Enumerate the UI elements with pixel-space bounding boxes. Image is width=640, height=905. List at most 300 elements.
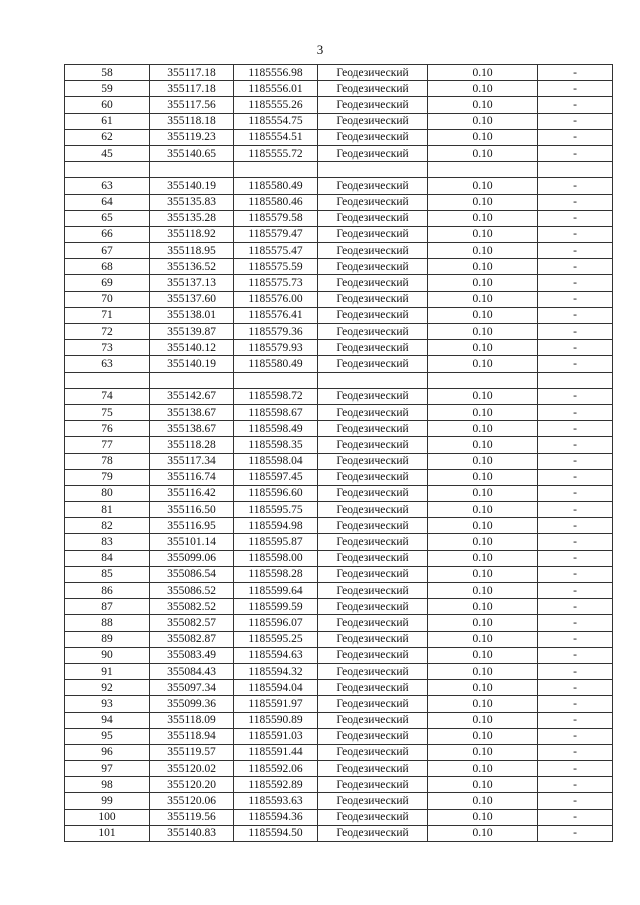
x-coordinate-cell: 355120.06 — [150, 793, 234, 809]
table-row — [65, 210, 613, 226]
x-coordinate-cell: 355140.19 — [150, 178, 234, 194]
method-cell: Геодезический — [318, 631, 428, 647]
accuracy-cell: 0.10 — [428, 550, 538, 566]
point-number-cell: 79 — [65, 469, 150, 485]
y-coordinate-cell: 1185596.07 — [234, 615, 318, 631]
method-cell: Геодезический — [318, 696, 428, 712]
accuracy-cell: 0.10 — [428, 518, 538, 534]
y-coordinate-cell: 1185580.49 — [234, 356, 318, 372]
x-coordinate-cell: 355136.52 — [150, 259, 234, 275]
note-cell: - — [538, 485, 613, 501]
point-number-cell: 62 — [65, 129, 150, 145]
y-coordinate-cell: 1185591.03 — [234, 728, 318, 744]
accuracy-cell: 0.10 — [428, 777, 538, 793]
point-number-cell: 58 — [65, 65, 150, 81]
method-cell: Геодезический — [318, 518, 428, 534]
point-number-cell: 85 — [65, 566, 150, 582]
table-row — [65, 259, 613, 275]
accuracy-cell: 0.10 — [428, 744, 538, 760]
y-coordinate-cell: 1185594.32 — [234, 663, 318, 679]
table-row — [65, 81, 613, 97]
note-cell: - — [538, 744, 613, 760]
table-row — [65, 534, 613, 550]
point-number-cell: 101 — [65, 825, 150, 841]
method-cell: Геодезический — [318, 502, 428, 518]
table-row — [65, 825, 613, 841]
note-cell — [538, 372, 613, 388]
table-row — [65, 226, 613, 242]
x-coordinate-cell: 355101.14 — [150, 534, 234, 550]
accuracy-cell: 0.10 — [428, 469, 538, 485]
point-number-cell: 83 — [65, 534, 150, 550]
coordinates-table-body — [65, 65, 613, 842]
note-cell: - — [538, 469, 613, 485]
x-coordinate-cell: 355137.60 — [150, 291, 234, 307]
method-cell: Геодезический — [318, 194, 428, 210]
method-cell: Геодезический — [318, 210, 428, 226]
y-coordinate-cell: 1185592.89 — [234, 777, 318, 793]
x-coordinate-cell: 355118.18 — [150, 113, 234, 129]
table-row — [65, 712, 613, 728]
table-row — [65, 340, 613, 356]
y-coordinate-cell: 1185576.41 — [234, 307, 318, 323]
note-cell: - — [538, 502, 613, 518]
y-coordinate-cell: 1185593.63 — [234, 793, 318, 809]
note-cell: - — [538, 129, 613, 145]
x-coordinate-cell: 355082.87 — [150, 631, 234, 647]
x-coordinate-cell: 355086.52 — [150, 583, 234, 599]
y-coordinate-cell: 1185594.98 — [234, 518, 318, 534]
method-cell: Геодезический — [318, 243, 428, 259]
point-number-cell: 90 — [65, 647, 150, 663]
accuracy-cell: 0.10 — [428, 583, 538, 599]
accuracy-cell: 0.10 — [428, 647, 538, 663]
method-cell: Геодезический — [318, 113, 428, 129]
y-coordinate-cell: 1185598.04 — [234, 453, 318, 469]
accuracy-cell: 0.10 — [428, 275, 538, 291]
note-cell — [538, 162, 613, 178]
method-cell: Геодезический — [318, 97, 428, 113]
note-cell: - — [538, 647, 613, 663]
note-cell: - — [538, 534, 613, 550]
point-number-cell: 97 — [65, 761, 150, 777]
note-cell: - — [538, 761, 613, 777]
y-coordinate-cell: 1185597.45 — [234, 469, 318, 485]
x-coordinate-cell: 355119.56 — [150, 809, 234, 825]
method-cell: Геодезический — [318, 728, 428, 744]
x-coordinate-cell: 355118.28 — [150, 437, 234, 453]
note-cell: - — [538, 65, 613, 81]
x-coordinate-cell — [150, 162, 234, 178]
y-coordinate-cell: 1185575.47 — [234, 243, 318, 259]
method-cell: Геодезический — [318, 404, 428, 420]
table-row — [65, 453, 613, 469]
accuracy-cell: 0.10 — [428, 129, 538, 145]
x-coordinate-cell: 355082.52 — [150, 599, 234, 615]
table-row — [65, 469, 613, 485]
accuracy-cell: 0.10 — [428, 178, 538, 194]
x-coordinate-cell: 355140.83 — [150, 825, 234, 841]
separator-row — [65, 372, 613, 388]
x-coordinate-cell: 355120.20 — [150, 777, 234, 793]
point-number-cell: 87 — [65, 599, 150, 615]
y-coordinate-cell: 1185579.47 — [234, 226, 318, 242]
y-coordinate-cell: 1185598.49 — [234, 421, 318, 437]
x-coordinate-cell: 355117.34 — [150, 453, 234, 469]
point-number-cell: 98 — [65, 777, 150, 793]
table-row — [65, 566, 613, 582]
note-cell: - — [538, 388, 613, 404]
note-cell: - — [538, 437, 613, 453]
table-row — [65, 388, 613, 404]
note-cell: - — [538, 696, 613, 712]
point-number-cell: 63 — [65, 356, 150, 372]
accuracy-cell: 0.10 — [428, 324, 538, 340]
accuracy-cell — [428, 162, 538, 178]
method-cell: Геодезический — [318, 324, 428, 340]
accuracy-cell: 0.10 — [428, 226, 538, 242]
method-cell: Геодезический — [318, 275, 428, 291]
y-coordinate-cell: 1185594.63 — [234, 647, 318, 663]
accuracy-cell: 0.10 — [428, 502, 538, 518]
point-number-cell: 75 — [65, 404, 150, 420]
point-number-cell: 45 — [65, 145, 150, 161]
table-row — [65, 485, 613, 501]
y-coordinate-cell: 1185579.58 — [234, 210, 318, 226]
accuracy-cell: 0.10 — [428, 712, 538, 728]
table-row — [65, 599, 613, 615]
table-row — [65, 647, 613, 663]
method-cell: Геодезический — [318, 145, 428, 161]
table-row — [65, 728, 613, 744]
method-cell: Геодезический — [318, 809, 428, 825]
point-number-cell: 60 — [65, 97, 150, 113]
y-coordinate-cell — [234, 372, 318, 388]
point-number-cell: 81 — [65, 502, 150, 518]
y-coordinate-cell: 1185599.64 — [234, 583, 318, 599]
accuracy-cell: 0.10 — [428, 243, 538, 259]
note-cell: - — [538, 113, 613, 129]
point-number-cell — [65, 162, 150, 178]
x-coordinate-cell: 355116.95 — [150, 518, 234, 534]
method-cell: Геодезический — [318, 599, 428, 615]
table-row — [65, 113, 613, 129]
method-cell: Геодезический — [318, 340, 428, 356]
table-row — [65, 65, 613, 81]
point-number-cell: 80 — [65, 485, 150, 501]
note-cell: - — [538, 291, 613, 307]
note-cell: - — [538, 777, 613, 793]
x-coordinate-cell: 355119.23 — [150, 129, 234, 145]
table-row — [65, 275, 613, 291]
x-coordinate-cell: 355084.43 — [150, 663, 234, 679]
point-number-cell: 82 — [65, 518, 150, 534]
y-coordinate-cell: 1185599.59 — [234, 599, 318, 615]
method-cell: Геодезический — [318, 744, 428, 760]
method-cell: Геодезический — [318, 647, 428, 663]
accuracy-cell: 0.10 — [428, 388, 538, 404]
method-cell: Геодезический — [318, 129, 428, 145]
table-row — [65, 502, 613, 518]
note-cell: - — [538, 453, 613, 469]
point-number-cell: 92 — [65, 680, 150, 696]
note-cell: - — [538, 809, 613, 825]
note-cell: - — [538, 226, 613, 242]
y-coordinate-cell: 1185592.06 — [234, 761, 318, 777]
y-coordinate-cell: 1185576.00 — [234, 291, 318, 307]
point-number-cell: 95 — [65, 728, 150, 744]
x-coordinate-cell: 355135.28 — [150, 210, 234, 226]
note-cell: - — [538, 663, 613, 679]
y-coordinate-cell: 1185591.97 — [234, 696, 318, 712]
table-row — [65, 663, 613, 679]
x-coordinate-cell: 355118.92 — [150, 226, 234, 242]
x-coordinate-cell: 355138.67 — [150, 404, 234, 420]
accuracy-cell: 0.10 — [428, 809, 538, 825]
method-cell: Геодезический — [318, 178, 428, 194]
table-row — [65, 793, 613, 809]
table-row — [65, 404, 613, 420]
table-row — [65, 518, 613, 534]
y-coordinate-cell: 1185594.50 — [234, 825, 318, 841]
point-number-cell: 73 — [65, 340, 150, 356]
x-coordinate-cell — [150, 372, 234, 388]
method-cell: Геодезический — [318, 226, 428, 242]
x-coordinate-cell: 355099.36 — [150, 696, 234, 712]
x-coordinate-cell: 355086.54 — [150, 566, 234, 582]
method-cell: Геодезический — [318, 81, 428, 97]
accuracy-cell: 0.10 — [428, 761, 538, 777]
y-coordinate-cell: 1185554.75 — [234, 113, 318, 129]
y-coordinate-cell: 1185555.72 — [234, 145, 318, 161]
accuracy-cell: 0.10 — [428, 113, 538, 129]
method-cell: Геодезический — [318, 485, 428, 501]
y-coordinate-cell: 1185556.01 — [234, 81, 318, 97]
note-cell: - — [538, 145, 613, 161]
method-cell: Геодезический — [318, 388, 428, 404]
y-coordinate-cell: 1185579.93 — [234, 340, 318, 356]
accuracy-cell: 0.10 — [428, 696, 538, 712]
method-cell: Геодезический — [318, 680, 428, 696]
x-coordinate-cell: 355083.49 — [150, 647, 234, 663]
x-coordinate-cell: 355119.57 — [150, 744, 234, 760]
accuracy-cell: 0.10 — [428, 453, 538, 469]
method-cell: Геодезический — [318, 777, 428, 793]
y-coordinate-cell: 1185596.60 — [234, 485, 318, 501]
method-cell: Геодезический — [318, 421, 428, 437]
note-cell: - — [538, 728, 613, 744]
point-number-cell: 88 — [65, 615, 150, 631]
y-coordinate-cell: 1185580.49 — [234, 178, 318, 194]
accuracy-cell: 0.10 — [428, 728, 538, 744]
accuracy-cell: 0.10 — [428, 356, 538, 372]
x-coordinate-cell: 355140.12 — [150, 340, 234, 356]
y-coordinate-cell: 1185594.36 — [234, 809, 318, 825]
method-cell: Геодезический — [318, 615, 428, 631]
method-cell: Геодезический — [318, 793, 428, 809]
point-number-cell: 61 — [65, 113, 150, 129]
point-number-cell: 69 — [65, 275, 150, 291]
x-coordinate-cell: 355120.02 — [150, 761, 234, 777]
accuracy-cell: 0.10 — [428, 534, 538, 550]
point-number-cell — [65, 372, 150, 388]
table-row — [65, 583, 613, 599]
note-cell: - — [538, 275, 613, 291]
accuracy-cell: 0.10 — [428, 663, 538, 679]
accuracy-cell: 0.10 — [428, 566, 538, 582]
x-coordinate-cell: 355118.94 — [150, 728, 234, 744]
x-coordinate-cell: 355082.57 — [150, 615, 234, 631]
note-cell: - — [538, 793, 613, 809]
y-coordinate-cell: 1185579.36 — [234, 324, 318, 340]
note-cell: - — [538, 243, 613, 259]
method-cell: Геодезический — [318, 65, 428, 81]
x-coordinate-cell: 355139.87 — [150, 324, 234, 340]
note-cell: - — [538, 356, 613, 372]
method-cell: Геодезический — [318, 550, 428, 566]
y-coordinate-cell: 1185598.35 — [234, 437, 318, 453]
y-coordinate-cell: 1185594.04 — [234, 680, 318, 696]
accuracy-cell: 0.10 — [428, 340, 538, 356]
point-number-cell: 68 — [65, 259, 150, 275]
point-number-cell: 65 — [65, 210, 150, 226]
separator-row — [65, 162, 613, 178]
x-coordinate-cell: 355135.83 — [150, 194, 234, 210]
point-number-cell: 70 — [65, 291, 150, 307]
point-number-cell: 76 — [65, 421, 150, 437]
accuracy-cell — [428, 372, 538, 388]
table-row — [65, 777, 613, 793]
point-number-cell: 77 — [65, 437, 150, 453]
point-number-cell: 59 — [65, 81, 150, 97]
point-number-cell: 91 — [65, 663, 150, 679]
accuracy-cell: 0.10 — [428, 291, 538, 307]
accuracy-cell: 0.10 — [428, 97, 538, 113]
point-number-cell: 78 — [65, 453, 150, 469]
y-coordinate-cell: 1185598.28 — [234, 566, 318, 582]
note-cell: - — [538, 307, 613, 323]
table-row — [65, 615, 613, 631]
x-coordinate-cell: 355116.42 — [150, 485, 234, 501]
method-cell: Геодезический — [318, 663, 428, 679]
note-cell: - — [538, 680, 613, 696]
table-row — [65, 307, 613, 323]
note-cell: - — [538, 97, 613, 113]
table-row — [65, 744, 613, 760]
table-row — [65, 243, 613, 259]
note-cell: - — [538, 259, 613, 275]
point-number-cell: 84 — [65, 550, 150, 566]
y-coordinate-cell: 1185590.89 — [234, 712, 318, 728]
x-coordinate-cell: 355118.95 — [150, 243, 234, 259]
accuracy-cell: 0.10 — [428, 259, 538, 275]
accuracy-cell: 0.10 — [428, 485, 538, 501]
table-row — [65, 437, 613, 453]
note-cell: - — [538, 340, 613, 356]
x-coordinate-cell: 355138.01 — [150, 307, 234, 323]
table-row — [65, 761, 613, 777]
table-row — [65, 550, 613, 566]
method-cell: Геодезический — [318, 469, 428, 485]
y-coordinate-cell: 1185598.72 — [234, 388, 318, 404]
coordinates-table — [64, 64, 613, 842]
y-coordinate-cell: 1185556.98 — [234, 65, 318, 81]
note-cell: - — [538, 421, 613, 437]
note-cell: - — [538, 210, 613, 226]
point-number-cell: 63 — [65, 178, 150, 194]
table-row — [65, 696, 613, 712]
point-number-cell: 94 — [65, 712, 150, 728]
y-coordinate-cell: 1185598.00 — [234, 550, 318, 566]
method-cell: Геодезический — [318, 712, 428, 728]
table-row — [65, 421, 613, 437]
y-coordinate-cell — [234, 162, 318, 178]
method-cell: Геодезический — [318, 259, 428, 275]
point-number-cell: 93 — [65, 696, 150, 712]
method-cell: Геодезический — [318, 534, 428, 550]
accuracy-cell: 0.10 — [428, 65, 538, 81]
note-cell: - — [538, 566, 613, 582]
x-coordinate-cell: 355142.67 — [150, 388, 234, 404]
table-row — [65, 145, 613, 161]
x-coordinate-cell: 355140.65 — [150, 145, 234, 161]
accuracy-cell: 0.10 — [428, 194, 538, 210]
method-cell — [318, 372, 428, 388]
point-number-cell: 86 — [65, 583, 150, 599]
point-number-cell: 96 — [65, 744, 150, 760]
y-coordinate-cell: 1185595.25 — [234, 631, 318, 647]
point-number-cell: 72 — [65, 324, 150, 340]
method-cell — [318, 162, 428, 178]
x-coordinate-cell: 355116.50 — [150, 502, 234, 518]
x-coordinate-cell: 355097.34 — [150, 680, 234, 696]
method-cell: Геодезический — [318, 825, 428, 841]
accuracy-cell: 0.10 — [428, 437, 538, 453]
note-cell: - — [538, 404, 613, 420]
table-row — [65, 97, 613, 113]
accuracy-cell: 0.10 — [428, 404, 538, 420]
table-row — [65, 809, 613, 825]
x-coordinate-cell: 355117.18 — [150, 65, 234, 81]
x-coordinate-cell: 355117.18 — [150, 81, 234, 97]
y-coordinate-cell: 1185554.51 — [234, 129, 318, 145]
point-number-cell: 64 — [65, 194, 150, 210]
y-coordinate-cell: 1185595.87 — [234, 534, 318, 550]
x-coordinate-cell: 355118.09 — [150, 712, 234, 728]
method-cell: Геодезический — [318, 761, 428, 777]
accuracy-cell: 0.10 — [428, 307, 538, 323]
table-row — [65, 194, 613, 210]
note-cell: - — [538, 583, 613, 599]
method-cell: Геодезический — [318, 453, 428, 469]
note-cell: - — [538, 178, 613, 194]
note-cell: - — [538, 81, 613, 97]
point-number-cell: 89 — [65, 631, 150, 647]
point-number-cell: 74 — [65, 388, 150, 404]
note-cell: - — [538, 194, 613, 210]
x-coordinate-cell: 355140.19 — [150, 356, 234, 372]
table-row — [65, 356, 613, 372]
y-coordinate-cell: 1185598.67 — [234, 404, 318, 420]
accuracy-cell: 0.10 — [428, 615, 538, 631]
point-number-cell: 66 — [65, 226, 150, 242]
table-row — [65, 324, 613, 340]
note-cell: - — [538, 712, 613, 728]
x-coordinate-cell: 355137.13 — [150, 275, 234, 291]
y-coordinate-cell: 1185580.46 — [234, 194, 318, 210]
note-cell: - — [538, 825, 613, 841]
accuracy-cell: 0.10 — [428, 210, 538, 226]
